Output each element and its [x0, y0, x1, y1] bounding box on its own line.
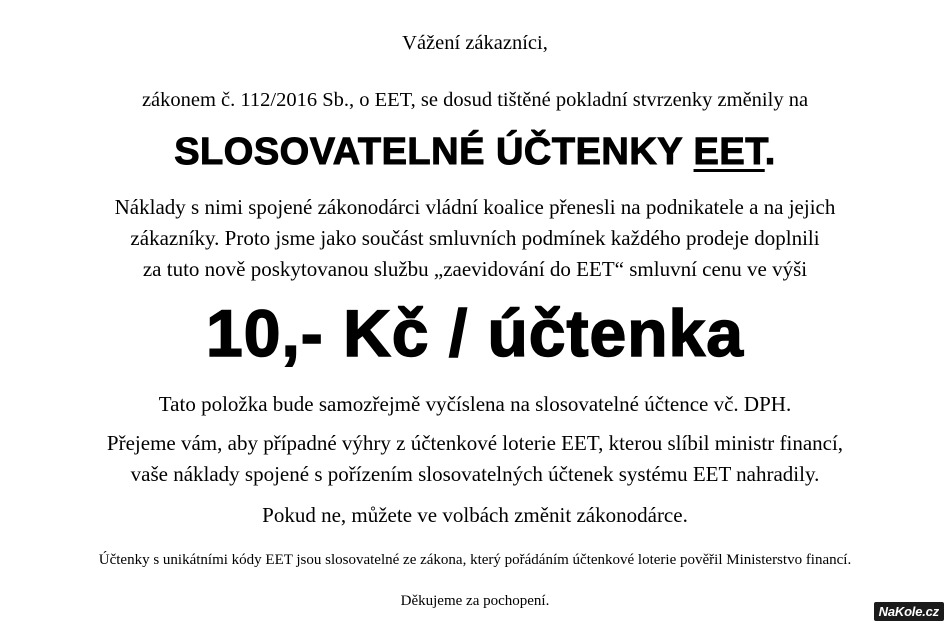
watermark-logo: NaKole.cz — [874, 602, 944, 621]
closing-text: Pokud ne, můžete ve volbách změnit zákonodárce. — [262, 503, 688, 527]
paragraph-line-3: za tuto nově poskytovanou službu „zaevidování do EET“ smluvní cenu ve výši — [142, 257, 808, 281]
headline — [0, 133, 950, 171]
greeting-text: Vážení zákazníci, — [402, 32, 548, 54]
paragraph-line-2: zákazníky. Proto jsme jako součást smluvních podmínek každého prodeje doplnili — [130, 226, 820, 250]
paragraph-line-1: Náklady s nimi spojené zákonodárci vládní koalice přenesli na podnikatele a na jejich — [114, 195, 836, 219]
headline-end-text: . — [764, 131, 776, 173]
price-text: 10,- Kč / účtenka — [206, 296, 744, 370]
headline-main-text: SLOSOVATELNÉ ÚČTENKY — [174, 131, 694, 173]
footnote-text: Účtenky s unikátními kódy EET jsou slosovatelné ze zákona, který pořádáním účtenkové loterie pověřil Ministerstvo financí. — [98, 552, 852, 568]
wish-line-1: Přejeme vám, aby případné výhry z účtenkové loterie EET, kterou slíbil ministr financí, — [106, 431, 844, 455]
vat-line-text: Tato položka bude samozřejmě vyčíslena na slosovatelné účtence vč. DPH. — [158, 392, 792, 416]
law-line-text: zákonem č. 112/2016 Sb., o EET, se dosud tištěné pokladní stvrzenky změnily na — [141, 89, 809, 111]
thanks-text: Děkujeme za pochopení. — [400, 593, 550, 609]
headline-eet-text: EET — [693, 131, 765, 173]
wish-line-2: vaše náklady spojené s pořízením slosovatelných účtenek systému EET nahradily. — [130, 462, 820, 486]
